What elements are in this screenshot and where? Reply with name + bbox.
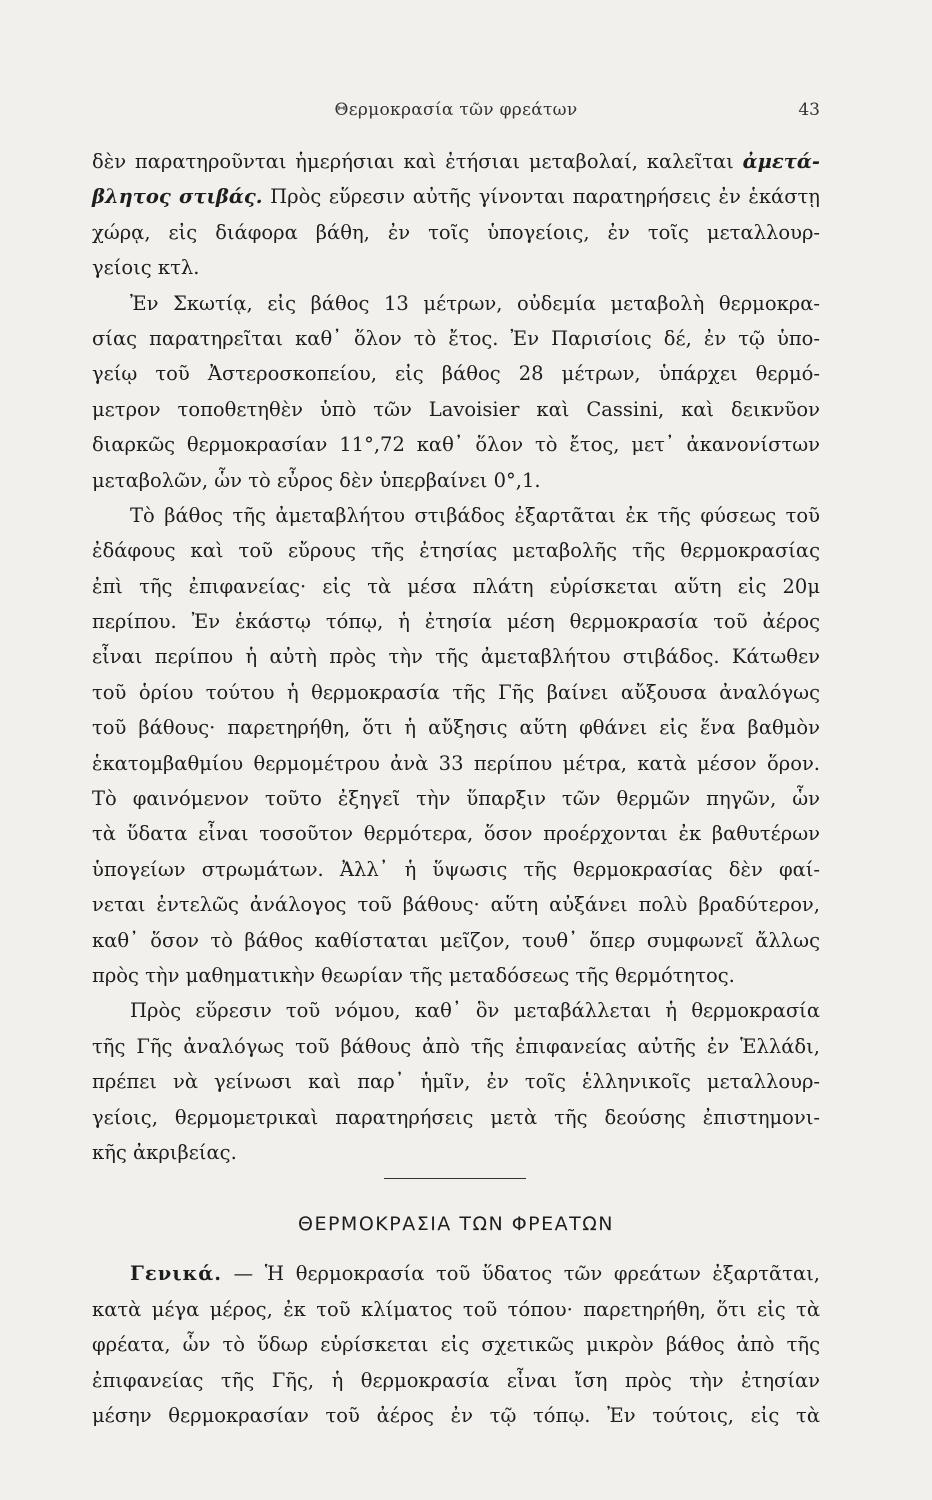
text-line: Πρὸς εὕρεσιν τοῦ νόμου, καθ᾽ ὃν μεταβάλλεται ἡ θερμοκρασία — [130, 999, 820, 1023]
paragraph-invariable-layer — [92, 498, 820, 993]
text-line: Τὸ φαινόμενον τοῦτο ἐξηγεῖ τὴν ὕπαρξιν τῶν θερμῶν πηγῶν, ὧν — [92, 787, 820, 811]
emphasized-term: βλητος στιβάς. — [92, 185, 263, 209]
lead-word: Γενικά. — [130, 1262, 223, 1286]
section-divider-wrap — [92, 1170, 820, 1192]
text-line: διαρκῶς θερμοκρασίαν 11°,72 καθ᾽ ὅλον τὸ ἔτος, μετ᾽ ἀκανονίστων — [92, 433, 820, 457]
text-line: τοῦ βάθους· παρετηρήθη, ὅτι ἡ αὔξησις αὕτη φθάνει εἰς ἕνα βαθμὸν — [92, 716, 820, 740]
text-line: Ἐν Σκωτίᾳ, εἰς βάθος 13 μέτρων, οὐδεμία μεταβολὴ θερμοκρα- — [130, 291, 820, 315]
text-line: ἐδάφους καὶ τοῦ εὔρους τῆς ἐτησίας μεταβολῆς τῆς θερμοκρασίας — [92, 539, 820, 563]
text-line: τοῦ ὁρίου τούτου ἡ θερμοκρασία τῆς Γῆς βαίνει αὔξουσα ἀναλόγως — [92, 680, 820, 704]
text-line: μετρον τοποθετηθὲν ὑπὸ τῶν Lavoisier καὶ Cassini, καὶ δεικνῦον — [92, 397, 820, 421]
section-heading: ΘΕΡΜΟΚΡΑΣΙΑ ΤΩΝ ΦΡΕΑΤΩΝ — [298, 1213, 614, 1236]
text-line: φρέατα, ὧν τὸ ὕδωρ εὑρίσκεται εἰς σχετικῶς μικρὸν βάθος ἀπὸ τῆς — [92, 1333, 820, 1357]
running-title: Θερμοκρασία τῶν φρεάτων — [334, 100, 578, 120]
page-number: 43 — [798, 100, 820, 120]
paragraph-continuation — [92, 144, 820, 286]
text-line: μεταβολῶν, ὧν τὸ εὖρος δὲν ὑπερβαίνει 0°,1. — [92, 468, 541, 492]
text-line: καθ᾽ ὅσον τὸ βάθος καθίσταται μεῖζον, τουθ᾽ ὅπερ συμφωνεῖ ἄλλως — [92, 928, 820, 952]
running-head — [92, 100, 820, 128]
text-line: τῆς Γῆς ἀναλόγως τοῦ βάθους ἀπὸ τῆς ἐπιφανείας αὐτῆς ἐν Ἑλλάδι, — [92, 1034, 820, 1058]
text-line: γείοις κτλ. — [92, 256, 200, 280]
paragraph-general — [92, 1256, 820, 1433]
text-line: γείῳ τοῦ Ἀστεροσκοπείου, εἰς βάθος 28 μέτρων, ὑπάρχει θερμό- — [92, 362, 820, 386]
text-span: δὲν παρατηροῦνται ἡμερήσιαι καὶ ἐτήσιαι μεταβολαί, καλεῖται — [92, 150, 743, 173]
paragraph-scotland-paris — [92, 286, 820, 498]
emphasized-term: ἀμετά- — [742, 150, 820, 173]
text-line: εἶναι περίπου ἡ αὐτὴ πρὸς τὴν τῆς ἀμεταβλήτου στιβάδος. Κάτωθεν — [92, 645, 820, 669]
text-span: — Ἡ θερμοκρασία τοῦ ὕδατος τῶν φρεάτων ἐξαρτᾶται, — [222, 1262, 820, 1286]
body-text — [92, 144, 820, 1433]
text-line: πρέπει νὰ γείνωσι καὶ παρ᾽ ἡμῖν, ἐν τοῖς ἑλληνικοῖς μεταλλουρ- — [92, 1070, 820, 1094]
text-line: ἑκατομβαθμίου θερμομέτρου ἀνὰ 33 περίπου μέτρα, κατὰ μέσον ὅρον. — [92, 751, 820, 775]
text-line: Τὸ βάθος τῆς ἀμεταβλήτου στιβάδος ἐξαρτᾶται ἐκ τῆς φύσεως τοῦ — [130, 503, 820, 527]
text-line: νεται ἐντελῶς ἀνάλογος τοῦ βάθους· αὕτη αὐξάνει πολὺ βραδύτερον, — [92, 893, 820, 917]
text-line: σίας παρατηρεῖται καθ᾽ ὅλον τὸ ἔτος. Ἐν Παρισίοις δέ, ἐν τῷ ὑπο- — [92, 326, 820, 350]
text-line: ἐπιφανείας τῆς Γῆς, ἡ θερμοκρασία εἶναι ἴση πρὸς τὴν ἐτησίαν — [92, 1368, 820, 1392]
text-line: κῆς ἀκριβείας. — [92, 1140, 237, 1164]
paragraph-greece — [92, 993, 820, 1170]
text-line: τὰ ὕδατα εἶναι τοσοῦτον θερμότερα, ὅσον προέρχονται ἐκ βαθυτέρων — [92, 822, 820, 846]
text-line: χώρᾳ, εἰς διάφορα βάθη, ἐν τοῖς ὑπογείοις, ἐν τοῖς μεταλλουρ- — [92, 220, 820, 244]
text-line — [92, 179, 820, 214]
text-span: Πρὸς εὕρεσιν αὐτῆς γίνονται παρατηρήσεις ἐν ἑκάστῃ — [262, 185, 820, 209]
text-line — [92, 144, 820, 179]
section-divider — [384, 1178, 526, 1179]
text-line: μέσην θερμοκρασίαν τοῦ ἀέρος ἐν τῷ τόπῳ. Ἐν τούτοις, εἰς τὰ — [92, 1403, 820, 1427]
text-line: περίπου. Ἐν ἑκάστῳ τόπῳ, ἡ ἐτησία μέση θερμοκρασία τοῦ ἀέρος — [92, 610, 820, 634]
text-line: πρὸς τὴν μαθηματικὴν θεωρίαν τῆς μεταδόσεως τῆς θερμότητος. — [92, 963, 735, 987]
text-line: ὑπογείων στρωμάτων. Ἀλλ᾽ ἡ ὕψωσις τῆς θερμοκρασίας δὲν φαί- — [92, 857, 820, 881]
text-line: ἐπὶ τῆς ἐπιφανείας· εἰς τὰ μέσα πλάτη εὑρίσκεται αὕτη εἰς 20μ — [92, 574, 820, 598]
text-line: γείοις, θερμομετρικαὶ παρατηρήσεις μετὰ τῆς δεούσης ἐπιστημονι- — [92, 1105, 820, 1129]
text-line — [92, 1256, 820, 1291]
text-line: κατὰ μέγα μέρος, ἐκ τοῦ κλίματος τοῦ τόπου· παρετηρήθη, ὅτι εἰς τὰ — [92, 1297, 820, 1321]
